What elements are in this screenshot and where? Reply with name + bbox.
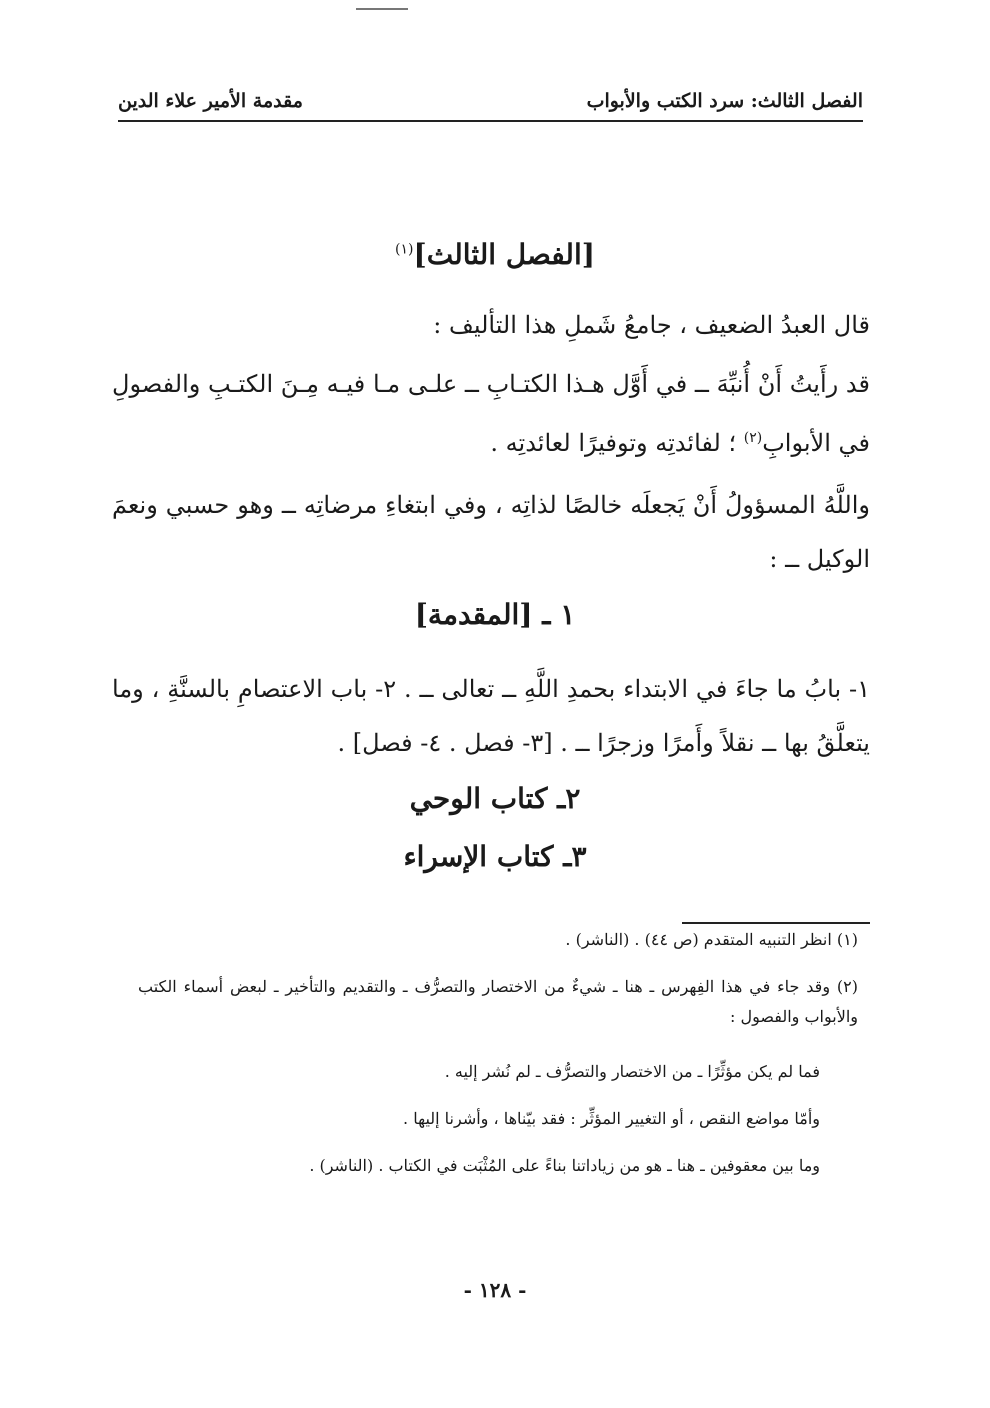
footnote-ref-1: (١) (395, 241, 414, 258)
footnote-1: (١) انظر التنبيه المتقدم (ص ٤٤) . (الناشر) . (565, 930, 858, 949)
footnote-divider (682, 922, 870, 924)
header-divider (118, 120, 863, 122)
footnote-2-line-b: وأمّا مواضع النقص ، أو التغيير المؤثِّر : فقد بيّناها ، وأشرنا إليها . (403, 1109, 820, 1128)
paragraph-intro: قال العبدُ الضعيف ، جامعُ شَملِ هذا التأليف : (433, 311, 870, 339)
footnote-2: (٢) وقد جاء في هذا الفِهرس ـ هنا ـ شيءٌ من الاختصار والتصرُّف ـ والتقديم والتأخير ـ لبعض أسماء الكتب والأبواب والفصول : (138, 977, 858, 1026)
section-heading-isra: ٣ـ كتاب الإسراء (403, 840, 587, 873)
paragraph-purpose-end: ؛ لفائدتِه وتوفيرًا لعائدتِه . (490, 429, 744, 457)
running-header (118, 86, 863, 116)
footnote-2-line-c: وما بين معقوفين ـ هنا ـ هو من زياداتنا بناءً على المُثْبَت في الكتاب . (الناشر) . (309, 1156, 820, 1175)
header-book-title: مقدمة الأمير علاء الدين (118, 90, 303, 112)
section-heading-introduction: ١ ـ [المقدمة] (414, 598, 576, 631)
paragraph-purpose-text: قد رأَيتُ أَنْ أُنبِّهَ ــ في أَوَّل هـذا الكتـابِ ــ علـى مـا فيـه مِـنَ الكتـبِ والفصولِ في الأبوابِ (112, 370, 871, 457)
page-number: - ١٢٨ - (463, 1278, 527, 1302)
chapter-title (0, 238, 990, 271)
paragraph-prayer: واللَّهُ المسؤولُ أَنْ يَجعلَه خالصًا لذاتِه ، وفي ابتغاءِ مرضاتِه ــ وهو حسبي ونعمَ الوكيل ــ : (112, 491, 870, 573)
header-chapter: الفصل الثالث: سرد الكتب والأبواب (586, 90, 863, 112)
paragraph-purpose (112, 357, 870, 470)
section-introduction-contents: ١- بابُ ما جاءَ في الابتداء بحمدِ اللَّهِ ــ تعالى ــ . ٢- باب الاعتصامِ بالسنَّةِ ، وما يتعلَّقُ بها ــ نقلاً وأَمرًا وزجرًا ــ . [٣- فصل . ٤- فصل] . (112, 675, 870, 757)
chapter-title-text: [الفصل الثالث] (413, 238, 595, 271)
footnote-ref-2: (٢) (743, 430, 763, 446)
scan-mark (356, 8, 408, 10)
section-heading-revelation: ٢ـ كتاب الوحي (409, 782, 581, 815)
footnote-2-line-a: فما لم يكن مؤثِّرًا ـ من الاختصار والتصرُّف ـ لم نُشر إليه . (444, 1062, 820, 1081)
